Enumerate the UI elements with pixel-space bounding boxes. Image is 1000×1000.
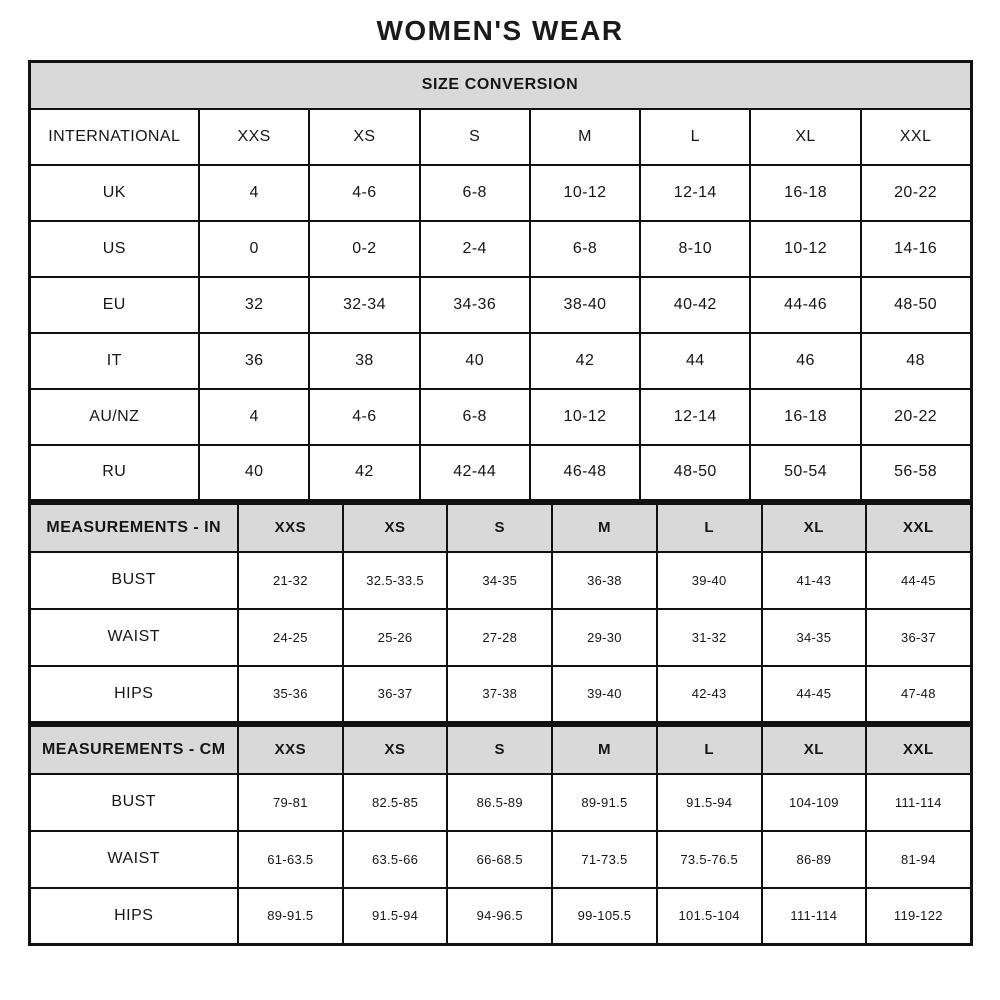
measurements-in-body [29, 504, 971, 723]
size-header-cell: XXL [866, 726, 971, 774]
value-cell: 89-91.5 [552, 774, 657, 831]
table-row [29, 333, 971, 389]
value-cell: 34-35 [762, 609, 867, 666]
value-cell: 42 [309, 445, 419, 501]
size-conversion-body [29, 109, 971, 501]
value-cell: 56-58 [861, 445, 971, 501]
value-cell: 48 [861, 333, 971, 389]
size-header-cell: XXS [238, 726, 343, 774]
size-conversion-title: SIZE CONVERSION [29, 62, 971, 109]
value-cell: 0-2 [309, 221, 419, 277]
value-cell: 82.5-85 [343, 774, 448, 831]
value-cell: 42-43 [657, 666, 762, 723]
size-header-cell: M [530, 109, 640, 165]
row-label: BUST [29, 774, 238, 831]
value-cell: 111-114 [866, 774, 971, 831]
value-cell: 48-50 [861, 277, 971, 333]
value-cell: 86.5-89 [447, 774, 552, 831]
value-cell: 89-91.5 [238, 888, 343, 945]
value-cell: 38 [309, 333, 419, 389]
value-cell: 42 [530, 333, 640, 389]
value-cell: 39-40 [552, 666, 657, 723]
value-cell: 32-34 [309, 277, 419, 333]
value-cell: 25-26 [343, 609, 448, 666]
value-cell: 42-44 [420, 445, 530, 501]
size-header-cell: XXS [199, 109, 309, 165]
value-cell: 86-89 [762, 831, 867, 888]
value-cell: 10-12 [530, 165, 640, 221]
value-cell: 99-105.5 [552, 888, 657, 945]
value-cell: 20-22 [861, 389, 971, 445]
value-cell: 48-50 [640, 445, 750, 501]
value-cell: 73.5-76.5 [657, 831, 762, 888]
table-row [29, 445, 971, 501]
row-label: HIPS [29, 666, 238, 723]
size-conversion-banner-row [29, 62, 971, 109]
value-cell: 94-96.5 [447, 888, 552, 945]
size-header-cell: XL [762, 726, 867, 774]
value-cell: 40-42 [640, 277, 750, 333]
value-cell: 101.5-104 [657, 888, 762, 945]
table-row [29, 609, 971, 666]
value-cell: 36-38 [552, 552, 657, 609]
value-cell: 16-18 [750, 389, 860, 445]
row-label: AU/NZ [29, 389, 199, 445]
size-header-cell: L [657, 726, 762, 774]
size-conversion-table [28, 60, 973, 502]
value-cell: 44-45 [762, 666, 867, 723]
value-cell: 46 [750, 333, 860, 389]
value-cell: 91.5-94 [657, 774, 762, 831]
size-header-row [29, 726, 971, 774]
value-cell: 47-48 [866, 666, 971, 723]
size-header-cell: XS [309, 109, 419, 165]
table-header-label: INTERNATIONAL [29, 109, 199, 165]
row-label: BUST [29, 552, 238, 609]
table-row [29, 165, 971, 221]
table-header-label: MEASUREMENTS - CM [29, 726, 238, 774]
value-cell: 36 [199, 333, 309, 389]
value-cell: 4-6 [309, 389, 419, 445]
size-header-cell: S [447, 504, 552, 552]
value-cell: 34-35 [447, 552, 552, 609]
table-row [29, 277, 971, 333]
row-label: EU [29, 277, 199, 333]
value-cell: 61-63.5 [238, 831, 343, 888]
value-cell: 20-22 [861, 165, 971, 221]
size-header-cell: S [447, 726, 552, 774]
row-label: WAIST [29, 831, 238, 888]
size-header-cell: M [552, 726, 657, 774]
value-cell: 91.5-94 [343, 888, 448, 945]
page-title: WOMEN'S WEAR [376, 15, 624, 46]
size-header-cell: M [552, 504, 657, 552]
measurements-in-table [28, 502, 973, 724]
value-cell: 63.5-66 [343, 831, 448, 888]
value-cell: 12-14 [640, 165, 750, 221]
value-cell: 44-45 [866, 552, 971, 609]
value-cell: 27-28 [447, 609, 552, 666]
value-cell: 119-122 [866, 888, 971, 945]
size-header-cell: XXL [861, 109, 971, 165]
value-cell: 46-48 [530, 445, 640, 501]
value-cell: 111-114 [762, 888, 867, 945]
size-header-cell: L [640, 109, 750, 165]
value-cell: 6-8 [420, 165, 530, 221]
value-cell: 14-16 [861, 221, 971, 277]
value-cell: 38-40 [530, 277, 640, 333]
value-cell: 29-30 [552, 609, 657, 666]
value-cell: 81-94 [866, 831, 971, 888]
value-cell: 4 [199, 165, 309, 221]
value-cell: 36-37 [343, 666, 448, 723]
value-cell: 4 [199, 389, 309, 445]
value-cell: 36-37 [866, 609, 971, 666]
value-cell: 6-8 [530, 221, 640, 277]
table-row [29, 774, 971, 831]
value-cell: 21-32 [238, 552, 343, 609]
row-label: UK [29, 165, 199, 221]
value-cell: 44-46 [750, 277, 860, 333]
value-cell: 40 [199, 445, 309, 501]
value-cell: 71-73.5 [552, 831, 657, 888]
value-cell: 24-25 [238, 609, 343, 666]
row-label: RU [29, 445, 199, 501]
measurements-cm-body [29, 726, 971, 945]
value-cell: 41-43 [762, 552, 867, 609]
value-cell: 44 [640, 333, 750, 389]
size-header-cell: XL [762, 504, 867, 552]
size-header-cell: XXL [866, 504, 971, 552]
value-cell: 34-36 [420, 277, 530, 333]
size-header-cell: L [657, 504, 762, 552]
value-cell: 10-12 [530, 389, 640, 445]
value-cell: 16-18 [750, 165, 860, 221]
table-row [29, 666, 971, 723]
size-header-cell: S [420, 109, 530, 165]
table-row [29, 552, 971, 609]
table-row [29, 389, 971, 445]
measurements-cm-table [28, 724, 973, 946]
row-label: HIPS [29, 888, 238, 945]
table-row [29, 221, 971, 277]
value-cell: 6-8 [420, 389, 530, 445]
value-cell: 66-68.5 [447, 831, 552, 888]
size-header-row [29, 504, 971, 552]
value-cell: 50-54 [750, 445, 860, 501]
value-cell: 79-81 [238, 774, 343, 831]
value-cell: 104-109 [762, 774, 867, 831]
row-label: WAIST [29, 609, 238, 666]
table-row [29, 888, 971, 945]
size-header-cell: XS [343, 726, 448, 774]
value-cell: 40 [420, 333, 530, 389]
value-cell: 4-6 [309, 165, 419, 221]
row-label: IT [29, 333, 199, 389]
value-cell: 10-12 [750, 221, 860, 277]
value-cell: 12-14 [640, 389, 750, 445]
table-header-label: MEASUREMENTS - IN [29, 504, 238, 552]
value-cell: 31-32 [657, 609, 762, 666]
value-cell: 2-4 [420, 221, 530, 277]
value-cell: 39-40 [657, 552, 762, 609]
value-cell: 0 [199, 221, 309, 277]
size-header-cell: XS [343, 504, 448, 552]
value-cell: 35-36 [238, 666, 343, 723]
table-row [29, 831, 971, 888]
row-label: US [29, 221, 199, 277]
value-cell: 8-10 [640, 221, 750, 277]
value-cell: 37-38 [447, 666, 552, 723]
size-header-row [29, 109, 971, 165]
size-header-cell: XL [750, 109, 860, 165]
value-cell: 32.5-33.5 [343, 552, 448, 609]
size-header-cell: XXS [238, 504, 343, 552]
value-cell: 32 [199, 277, 309, 333]
